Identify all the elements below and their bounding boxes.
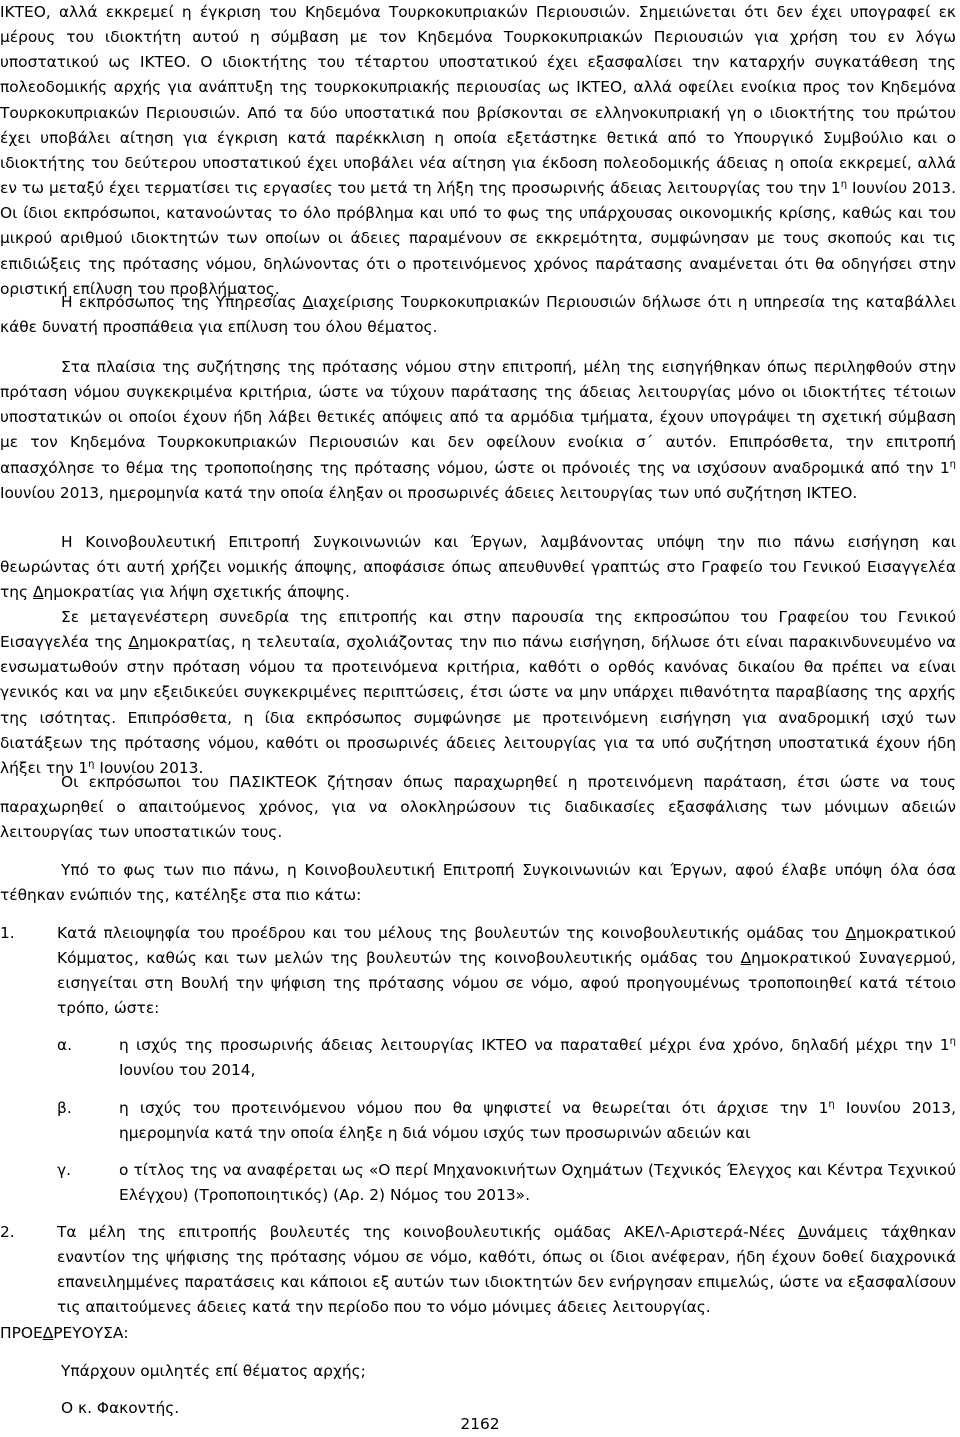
list-text: Ιουνίου του 2014, — [119, 1061, 256, 1080]
paragraph-text: ημοκρατίας, η τελευταία, σχολιάζοντας την πιο πάνω εισήγηση, δήλωσε ότι είναι παρακινδυνευμένο να ενσωματωθούν στην πρόταση νόμου τα προτεινόμενα κριτήρια, καθότι ο ορθός κανόνας δικαίου θα πρέπει να είναι γενικός και να μην εξειδικεύει συγκεκριμένες περιπτώσεις, έτσι ώστε να μην υπάρχει πιθανότητα παραβίασης της αρχής της ισότητας. Επιπρόσθετα, η ίδια εκπρόσωπος συμφώνησε με προτεινόμενη εισήγηση για αναδρομική ισχύ των διατάξεων της πρότασης νόμου, καθότι οι προσωρινές άδειες λειτουργίας για τα υπό συζήτηση υποστατικά έχουν ήδη λήξει την 1 — [0, 633, 957, 777]
paragraph-text: Η εκπρόσωπος της Υπηρεσίας — [61, 293, 303, 311]
paragraph — [0, 770, 956, 845]
underlined-letter: Δ — [740, 949, 752, 968]
paragraph — [0, 290, 956, 340]
list-text: Τα μέλη της επιτροπής βουλευτές της κοινοβουλευτικής ομάδας ΑΚΕΛ-Αριστερά-Νέες — [57, 1223, 798, 1241]
paragraph — [0, 355, 956, 506]
list-text: η ισχύς του προτεινόμενου νόμου που θα ψηφιστεί να θεωρείται ότι άρχισε την 1 — [119, 1099, 829, 1117]
list-number: 2. — [0, 1223, 15, 1241]
paragraph-text: Ιουνίου 2013, ημερομηνία κατά την οποία έληξαν οι προσωρινές άδειες λειτουργίας των υπό συζήτηση ΙΚΤΕΟ. — [0, 483, 858, 502]
paragraph-text: Ιουνίου 2013. — [94, 758, 204, 777]
list-item — [0, 1220, 956, 1321]
superscript: η — [949, 1036, 956, 1047]
list-text: Κατά πλειοψηφία του προέδρου και του μέλους της βουλευτών της κοινοβουλευτικής ομάδας του — [57, 924, 846, 942]
list-text: ημοκρατικού Κόμματος, καθώς και των μελών της βουλευτών της κοινοβουλευτικής ομάδας του — [57, 924, 956, 968]
list-letter: γ. — [57, 1161, 72, 1179]
paragraph — [0, 1359, 956, 1384]
paragraph-text: Υπό το φως των πιο πάνω, η Κοινοβουλευτική Επιτροπή Συγκοινωνιών και Έργων, αφού έλαβε υπόψη όλα όσα τέθηκαν ενώπιόν της, κατέληξε στα πιο κάτω: — [0, 861, 956, 905]
paragraph-text: ημοκρατίας για λήψη σχετικής άποψης. — [43, 583, 350, 602]
list-letter: β. — [57, 1099, 72, 1117]
paragraph-text: Ιουνίου 2013. Οι ίδιοι εκπρόσωποι, κατανοώντας το όλο πρόβλημα και υπό το φως της υπάρχουσας οικονομικής κρίσης, καθώς και του μικρού αριθμού ιδιοκτητών των οποίων οι άδειες παραμένουν σε εκκρεμότητα, συμφώνησαν με τους σκοπούς και τις επιδιώξεις της πρότασης νόμου, δηλώνοντας ότι ο προτεινόμενος χρόνος παράτασης αναμένεται ότι θα οδηγήσει στην οριστική επίλυση του προβλήματος. — [0, 179, 956, 298]
sub-list-item — [57, 1033, 956, 1083]
list-text: η ισχύς της προσωρινής άδειας λειτουργίας ΙΚΤΕΟ να παραταθεί μέχρι ένα χρόνο, δηλαδή μέχρι την 1 — [119, 1036, 950, 1054]
sub-list-item — [57, 1158, 956, 1208]
speech-line: Ο κ. Φακοντής. — [61, 1399, 180, 1417]
paragraph — [0, 0, 956, 302]
paragraph-text: Στα πλαίσια της συζήτησης της πρότασης νόμου στην επιτροπή, μέλη της εισηγήθηκαν όπως περιληφθούν στην πρόταση νόμου συγκεκριμένα κριτήρια, ώστε να τύχουν παράτασης της άδειας λειτουργίας μόνο οι ιδιοκτήτες τέτοιων υποστατικών οι οποίοι έχουν ήδη λάβει θετικές απόψεις από τα αρμόδια τμήματα, έχουν υπογράψει τη σχετική σύμβαση με τον Κηδεμόνα Τουρκοκυπριακών Περιουσιών και δεν οφείλουν ενοίκια σ΄ αυτόν. Επιπρόσθετα, την επιτροπή απασχόλησε το θέμα της τροποποίησης της πρότασης νόμου, ώστε οι πρόνοιές της να ισχύσουν αναδρομικά από την 1 — [0, 358, 956, 477]
superscript: η — [828, 1099, 835, 1110]
superscript: η — [840, 179, 848, 191]
list-number: 1. — [0, 924, 15, 942]
underlined-letter: Δ — [32, 583, 44, 602]
paragraph — [0, 858, 956, 908]
sub-list-item — [57, 1096, 956, 1146]
superscript: η — [88, 758, 95, 770]
superscript: η — [949, 458, 956, 470]
speaker-label — [0, 1321, 956, 1346]
list-text: ο τίτλος της να αναφέρεται ως «Ο περί Μηχανοκινήτων Οχημάτων (Τεχνικός Έλεγχος και Κέντρα Τεχνικού Ελέγχου) (Τροποποιητικός) (Αρ. 2) Νόμος του 2013». — [119, 1161, 956, 1205]
speaker-text: ΡΕΥΟΥΣΑ: — [53, 1324, 129, 1342]
paragraph — [0, 605, 956, 781]
paragraph-text: Η Κοινοβουλευτική Επιτροπή Συγκοινωνιών και Έργων, λαμβάνοντας υπόψη την πιο πάνω εισήγηση και θεωρώντας ότι αυτή χρήζει νομικής άποψης, αποφάσισε όπως απευθυνθεί γραπτώς στο Γραφείο του Γενικού Εισαγγελέα της — [0, 533, 956, 602]
underlined-letter: Δ — [798, 1223, 809, 1241]
speech-line: Υπάρχουν ομιλητές επί θέματος αρχής; — [61, 1362, 366, 1380]
paragraph-text: ιαχείρισης Τουρκοκυπριακών Περιουσιών δήλωσε ότι η υπηρεσία της καταβάλλει κάθε δυνατή προσπάθεια για επίλυση του όλου θέματος. — [0, 293, 956, 337]
underlined-letter: Δ — [845, 924, 857, 942]
paragraph-text: ΙΚΤΕΟ, αλλά εκκρεμεί η έγκριση του Κηδεμόνα Τουρκοκυπριακών Περιουσιών. Σημειώνεται ότι δεν έχει υπογραφεί εκ μέρους του ιδιοκτήτη αυτού η σύμβαση με τον Κηδεμόνα Τουρκοκυπριακών Περιουσιών για χρήση του εν λόγω υποστατικού ως ΙΚΤΕΟ. Ο ιδιοκτήτης του τέταρτου υποστατικού έχει εξασφαλίσει την καταρχήν συγκατάθεση της πολεοδομικής αρχής για ανάπτυξη της τουρκοκυπριακής περιουσίας ως ΙΚΤΕΟ, αλλά οφείλει ενοίκια προς τον Κηδεμόνα Τουρκοκυπριακών Περιουσιών. Από τα δύο υποστατικά που βρίσκονται σε ελληνοκυπριακή γη ο ιδιοκτήτης του πρώτου έχει υποβάλει αίτηση για έγκριση κατά παρέκκλιση η οποία εξετάστηκε θετικά από το Υπουργικό Συμβούλιο και ο ιδιοκτήτης του δεύτερου υποστατικού έχει υποβάλει νέα αίτηση για έκδοση πολεοδομικής άδειας η οποία εκκρεμεί, αλλά εν τω μεταξύ έχει τερματίσει τις εργασίες του μετά τη λήξη της προσωρινής άδειας λειτουργίας του την 1 — [0, 3, 956, 198]
underlined-letter: Δ — [42, 1324, 54, 1342]
paragraph — [0, 530, 956, 605]
list-text: υνάμεις τάχθηκαν εναντίον της ψήφισης της πρότασης νόμου σε νόμο, καθότι, όπως οι ίδιοι ανέφεραν, ήδη έχουν δοθεί διαχρονικά επανειλημμένες παρατάσεις και κάποιοι εξ αυτών των ιδιοκτητών δεν ενήργησαν επιμελώς, ώστε να εξασφαλίσουν τις απαιτούμενες άδειες κατά την περίοδο που το νόμο μόνιμες άδειες λειτουργίας. — [57, 1223, 956, 1317]
list-text: Ιουνίου 2013, ημερομηνία κατά την οποία έληξε η διά νόμου ισχύς των προσωρινών αδειών και — [119, 1099, 956, 1143]
list-text: ημοκρατικού Συναγερμού, εισηγείται στη Βουλή την ψήφιση της πρότασης νόμου σε νόμο, αφού προηγουμένως τροποποιηθεί κατά τέτοιο τρόπο, ώστε: — [57, 949, 956, 1018]
list-letter: α. — [57, 1036, 73, 1054]
paragraph-text: Οι εκπρόσωποι του ΠΑΣΙΚΤΕΟΚ ζήτησαν όπως παραχωρηθεί η προτεινόμενη παράταση, έτσι ώστε να τους παραχωρηθεί ο απαιτούμενος χρόνος, για να ολοκληρώσουν τις διαδικασίες εξασφάλισης των μόνιμων αδειών λειτουργίας των υποστατικών τους. — [0, 773, 956, 842]
underlined-letter: Δ — [302, 293, 314, 311]
page-number: 2162 — [460, 1415, 500, 1433]
list-item — [0, 921, 956, 1022]
underlined-letter: Δ — [128, 633, 140, 652]
speaker-text: ΠΡΟΕ — [0, 1324, 43, 1342]
paragraph-text: Σε μεταγενέστερη συνεδρία της επιτροπής και στην παρουσία της εκπροσώπου του Γραφείου του Γενικού Εισαγγελέα της — [0, 608, 956, 652]
